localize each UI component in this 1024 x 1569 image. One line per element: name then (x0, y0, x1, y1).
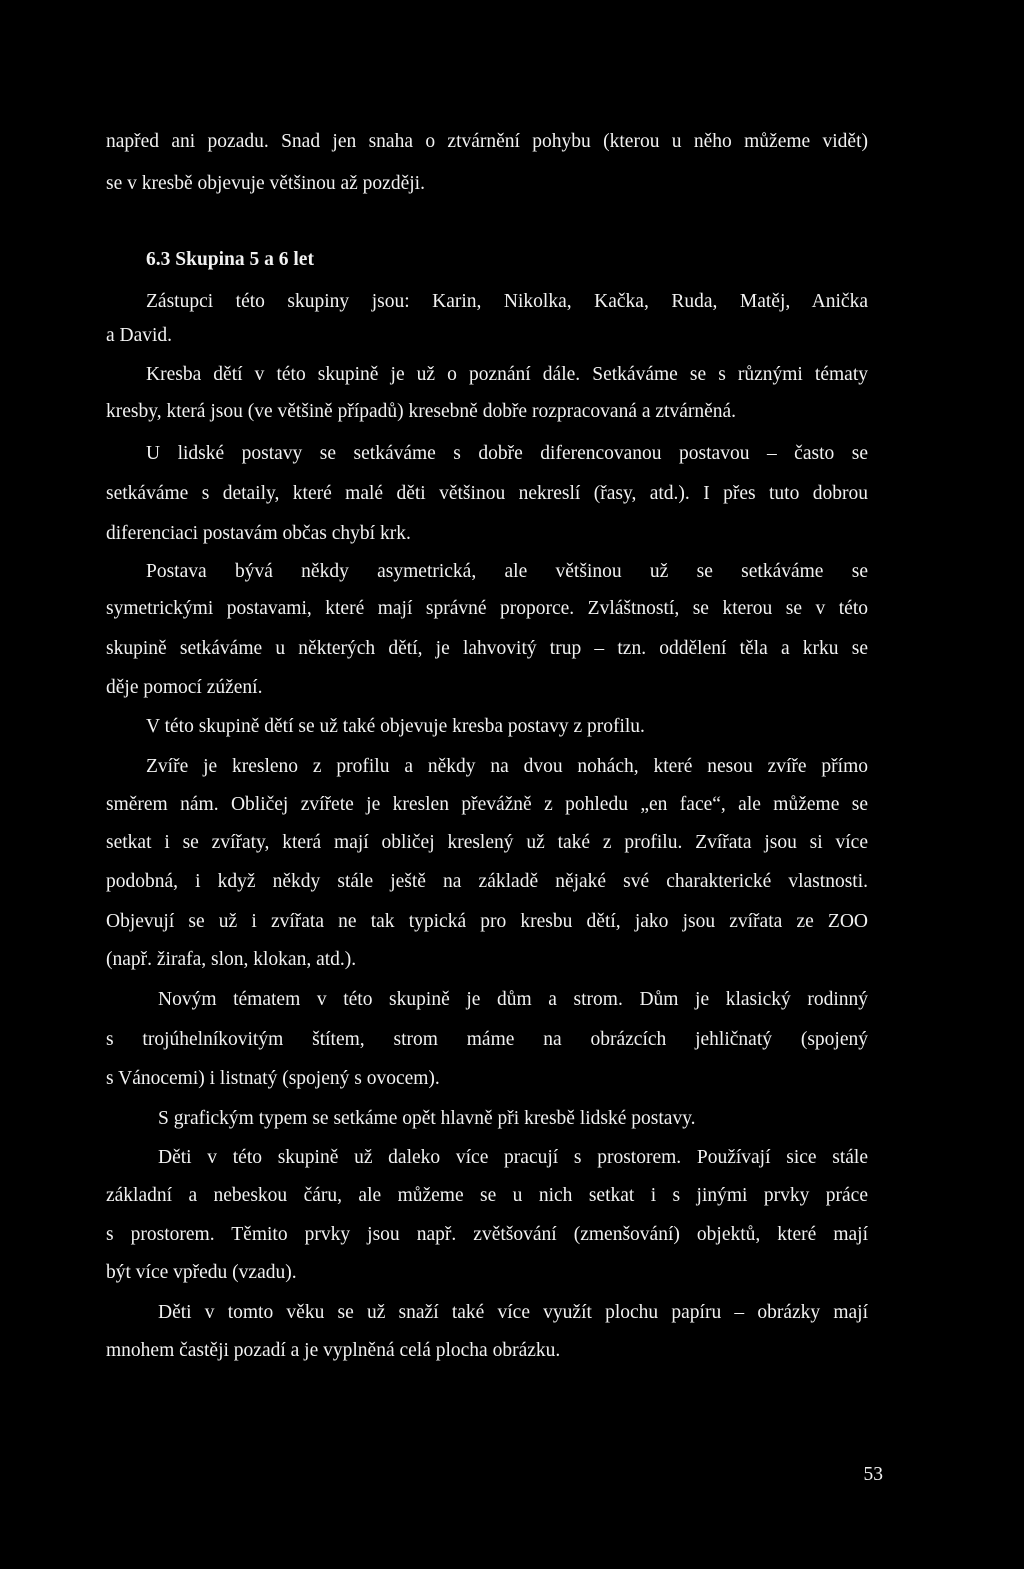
body-line: být více vpředu (vzadu). (106, 1262, 297, 1283)
body-line: s prostorem. Těmito prvky jsou např. zvětšování (zmenšování) objektů, které mají (106, 1224, 868, 1245)
body-line: diferenciaci postavám občas chybí krk. (106, 523, 411, 544)
body-line: V této skupině dětí se už také objevuje kresba postavy z profilu. (146, 716, 645, 737)
body-line: napřed ani pozadu. Snad jen snaha o ztvárnění pohybu (kterou u něho můžeme vidět) (106, 131, 868, 152)
body-line: Novým tématem v této skupině je dům a strom. Dům je klasický rodinný (158, 989, 868, 1010)
body-line: Zástupci této skupiny jsou: Karin, Nikolka, Kačka, Ruda, Matěj, Anička (146, 291, 868, 312)
body-line: děje pomocí zúžení. (106, 677, 263, 698)
body-line: Děti v tomto věku se už snaží také více využít plochu papíru – obrázky mají (158, 1302, 868, 1323)
section-heading: 6.3 Skupina 5 a 6 let (146, 249, 314, 270)
body-line: mnohem častěji pozadí a je vyplněná celá plocha obrázku. (106, 1340, 561, 1361)
body-line: a David. (106, 325, 173, 346)
body-line: Kresba dětí v této skupině je už o poznání dále. Setkáváme se s různými tématy (146, 364, 868, 385)
body-line: S grafickým typem se setkáme opět hlavně při kresbě lidské postavy. (158, 1108, 696, 1129)
body-line: Postava bývá někdy asymetrická, ale většinou už se setkáváme se (146, 561, 868, 582)
page-number: 53 (863, 1464, 883, 1485)
body-line: podobná, i když někdy stále ještě na základě nějaké své charakterické vlastnosti. (106, 871, 868, 892)
body-line: symetrickými postavami, které mají správné proporce. Zvláštností, se kterou se v této (106, 598, 868, 619)
body-line: Zvíře je kresleno z profilu a někdy na dvou nohách, které nesou zvíře přímo (146, 756, 868, 777)
body-line: kresby, která jsou (ve většině případů) kresebně dobře rozpracovaná a ztvárněná. (106, 401, 737, 422)
body-line: setkáváme s detaily, které malé děti většinou nekreslí (řasy, atd.). I přes tuto dobrou (106, 483, 868, 504)
body-line: Děti v této skupině už daleko více pracují s prostorem. Používají sice stále (158, 1147, 868, 1168)
body-line: základní a nebeskou čáru, ale můžeme se u nich setkat i s jinými prvky práce (106, 1185, 868, 1206)
body-line: se v kresbě objevuje většinou až později. (106, 173, 425, 194)
body-line: setkat i se zvířaty, která mají obličej kreslený už také z profilu. Zvířata jsou si více (106, 832, 868, 853)
body-line: Objevují se už i zvířata ne tak typická pro kresbu dětí, jako jsou zvířata ze ZOO (106, 911, 868, 932)
body-line: skupině setkáváme u některých dětí, je lahvovitý trup – tzn. oddělení těla a krku se (106, 638, 868, 659)
body-line: směrem nám. Obličej zvířete je kreslen převážně z pohledu „en face“, ale můžeme se (106, 794, 868, 815)
body-line: s Vánocemi) i listnatý (spojený s ovocem). (106, 1068, 440, 1089)
body-line: (např. žirafa, slon, klokan, atd.). (106, 949, 357, 970)
body-line: U lidské postavy se setkáváme s dobře diferencovanou postavou – často se (146, 443, 868, 464)
body-line: s trojúhelníkovitým štítem, strom máme na obrázcích jehličnatý (spojený (106, 1029, 868, 1050)
